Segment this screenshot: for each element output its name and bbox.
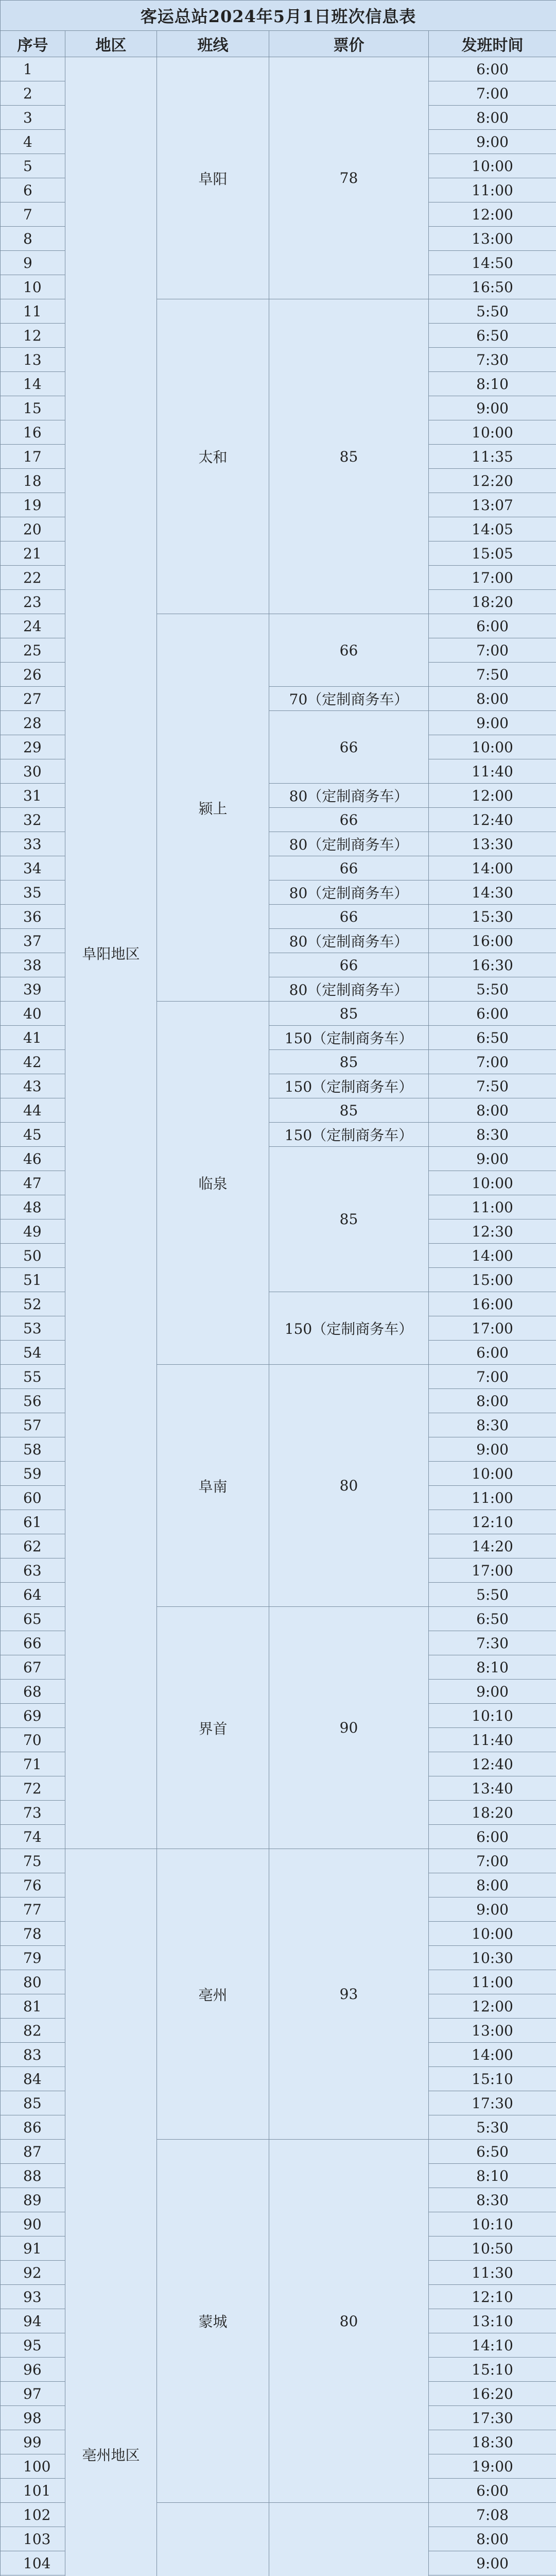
departure-time-cell: 10:50 — [429, 2236, 556, 2261]
price-cell: 66 — [269, 808, 429, 832]
departure-time-cell: 10:10 — [429, 1704, 556, 1728]
departure-time-cell: 7:30 — [429, 1631, 556, 1655]
row-index: 88 — [1, 2164, 65, 2188]
departure-time-cell: 9:00 — [429, 396, 556, 420]
row-index: 76 — [1, 1873, 65, 1897]
row-index: 15 — [1, 396, 65, 420]
row-index: 54 — [1, 1341, 65, 1365]
departure-time-cell: 10:00 — [429, 420, 556, 445]
row-index: 22 — [1, 566, 65, 590]
departure-time-cell: 14:10 — [429, 2333, 556, 2358]
route-cell: 蒙城 — [157, 2140, 269, 2503]
row-index: 50 — [1, 1244, 65, 1268]
row-index: 90 — [1, 2212, 65, 2236]
row-index: 64 — [1, 1583, 65, 1607]
departure-time-cell: 6:00 — [429, 1825, 556, 1849]
row-index: 31 — [1, 784, 65, 808]
price-cell: 150（定制商务车） — [269, 1026, 429, 1050]
departure-time-cell: 11:40 — [429, 759, 556, 784]
price-cell: 150（定制商务车） — [269, 1074, 429, 1098]
departure-time-cell: 11:00 — [429, 178, 556, 202]
departure-time-cell: 7:50 — [429, 1074, 556, 1098]
row-index: 62 — [1, 1534, 65, 1558]
price-cell: 80（定制商务车） — [269, 929, 429, 953]
departure-time-cell: 14:00 — [429, 2043, 556, 2067]
row-index: 20 — [1, 517, 65, 541]
row-index: 97 — [1, 2382, 65, 2406]
departure-time-cell: 7:08 — [429, 2503, 556, 2527]
row-index: 48 — [1, 1195, 65, 1219]
departure-time-cell: 14:00 — [429, 1244, 556, 1268]
departure-time-cell: 17:00 — [429, 566, 556, 590]
row-index: 45 — [1, 1123, 65, 1147]
route-cell: 临泉 — [157, 1002, 269, 1365]
departure-time-cell: 7:00 — [429, 81, 556, 106]
row-index: 78 — [1, 1922, 65, 1946]
departure-time-cell: 10:00 — [429, 154, 556, 178]
route-cell: 阜南 — [157, 1365, 269, 1607]
row-index: 103 — [1, 2527, 65, 2551]
departure-time-cell: 13:30 — [429, 832, 556, 856]
header-departure-time: 发班时间 — [429, 31, 556, 57]
route-cell: 颍上 — [157, 614, 269, 1002]
row-index: 52 — [1, 1292, 65, 1316]
departure-time-cell: 11:00 — [429, 1195, 556, 1219]
row-index: 24 — [1, 614, 65, 638]
departure-time-cell: 14:50 — [429, 251, 556, 275]
price-cell: 80 — [269, 1365, 429, 1607]
departure-time-cell: 18:30 — [429, 2430, 556, 2454]
row-index: 3 — [1, 106, 65, 130]
row-index: 9 — [1, 251, 65, 275]
row-index: 82 — [1, 2019, 65, 2043]
departure-time-cell: 13:00 — [429, 227, 556, 251]
table-row — [1, 57, 556, 81]
header-price: 票价 — [269, 31, 429, 57]
departure-time-cell: 14:00 — [429, 856, 556, 880]
row-index: 2 — [1, 81, 65, 106]
price-cell: 150（定制商务车） — [269, 1123, 429, 1147]
departure-time-cell: 16:50 — [429, 275, 556, 299]
departure-time-cell: 16:00 — [429, 929, 556, 953]
departure-time-cell: 10:00 — [429, 1462, 556, 1486]
price-cell: 90 — [269, 1607, 429, 1849]
departure-time-cell: 5:50 — [429, 977, 556, 1002]
row-index: 25 — [1, 638, 65, 663]
price-cell: 85 — [269, 1147, 429, 1292]
departure-time-cell: 9:00 — [429, 1897, 556, 1922]
departure-time-cell: 9:00 — [429, 1680, 556, 1704]
departure-time-cell: 12:10 — [429, 2285, 556, 2309]
departure-time-cell: 8:00 — [429, 1389, 556, 1413]
departure-time-cell: 11:00 — [429, 1970, 556, 1994]
row-index: 95 — [1, 2333, 65, 2358]
table-row — [1, 1849, 556, 1873]
row-index: 1 — [1, 57, 65, 81]
departure-time-cell: 8:10 — [429, 372, 556, 396]
row-index: 32 — [1, 808, 65, 832]
route-cell — [157, 2503, 269, 2576]
departure-time-cell: 12:00 — [429, 202, 556, 227]
price-cell: 80（定制商务车） — [269, 977, 429, 1002]
row-index: 42 — [1, 1050, 65, 1074]
departure-time-cell: 17:30 — [429, 2406, 556, 2430]
departure-time-cell: 15:30 — [429, 905, 556, 929]
row-index: 26 — [1, 663, 65, 687]
departure-time-cell: 16:00 — [429, 1292, 556, 1316]
row-index: 65 — [1, 1607, 65, 1631]
departure-time-cell: 9:00 — [429, 2551, 556, 2575]
departure-time-cell: 15:10 — [429, 2358, 556, 2382]
row-index: 72 — [1, 1776, 65, 1801]
route-cell: 亳州 — [157, 1849, 269, 2140]
row-index: 104 — [1, 2551, 65, 2575]
row-index: 94 — [1, 2309, 65, 2333]
price-cell: 85 — [269, 1002, 429, 1026]
row-index: 29 — [1, 735, 65, 759]
row-index: 85 — [1, 2091, 65, 2115]
row-index: 81 — [1, 1994, 65, 2019]
row-index: 37 — [1, 929, 65, 953]
route-cell: 太和 — [157, 299, 269, 614]
price-cell: 85 — [269, 1098, 429, 1123]
departure-time-cell: 6:50 — [429, 1026, 556, 1050]
departure-time-cell: 8:00 — [429, 106, 556, 130]
row-index: 58 — [1, 1437, 65, 1462]
departure-time-cell: 15:00 — [429, 1268, 556, 1292]
departure-time-cell: 10:10 — [429, 2212, 556, 2236]
departure-time-cell: 15:10 — [429, 2067, 556, 2091]
departure-time-cell: 11:30 — [429, 2261, 556, 2285]
row-index: 75 — [1, 1849, 65, 1873]
row-index: 41 — [1, 1026, 65, 1050]
row-index: 84 — [1, 2067, 65, 2091]
price-cell: 78 — [269, 57, 429, 299]
departure-time-cell: 11:40 — [429, 1728, 556, 1752]
departure-time-cell: 6:50 — [429, 1607, 556, 1631]
row-index: 39 — [1, 977, 65, 1002]
departure-time-cell: 7:00 — [429, 1050, 556, 1074]
route-cell: 界首 — [157, 1607, 269, 1849]
departure-time-cell: 7:50 — [429, 663, 556, 687]
departure-time-cell: 14:20 — [429, 1534, 556, 1558]
row-index: 51 — [1, 1268, 65, 1292]
row-index: 102 — [1, 2503, 65, 2527]
departure-time-cell: 18:20 — [429, 590, 556, 614]
departure-time-cell: 19:00 — [429, 2454, 556, 2479]
price-cell: 80（定制商务车） — [269, 784, 429, 808]
departure-time-cell: 18:20 — [429, 1801, 556, 1825]
row-index: 28 — [1, 711, 65, 735]
row-index: 71 — [1, 1752, 65, 1776]
row-index: 93 — [1, 2285, 65, 2309]
row-index: 7 — [1, 202, 65, 227]
row-index: 86 — [1, 2115, 65, 2140]
row-index: 36 — [1, 905, 65, 929]
departure-time-cell: 10:00 — [429, 1171, 556, 1195]
departure-time-cell: 15:05 — [429, 541, 556, 566]
row-index: 91 — [1, 2236, 65, 2261]
departure-time-cell: 17:30 — [429, 2091, 556, 2115]
departure-time-cell: 6:00 — [429, 614, 556, 638]
departure-time-cell: 7:00 — [429, 638, 556, 663]
price-cell: 66 — [269, 953, 429, 977]
price-cell: 66 — [269, 614, 429, 687]
price-cell: 93 — [269, 1849, 429, 2140]
row-index: 18 — [1, 469, 65, 493]
row-index: 30 — [1, 759, 65, 784]
departure-time-cell: 12:40 — [429, 1752, 556, 1776]
row-index: 49 — [1, 1219, 65, 1244]
row-index: 74 — [1, 1825, 65, 1849]
row-index: 61 — [1, 1510, 65, 1534]
departure-time-cell: 12:20 — [429, 469, 556, 493]
row-index: 44 — [1, 1098, 65, 1123]
departure-time-cell: 6:00 — [429, 57, 556, 81]
departure-time-cell: 10:00 — [429, 1922, 556, 1946]
row-index: 59 — [1, 1462, 65, 1486]
row-index: 69 — [1, 1704, 65, 1728]
row-index: 99 — [1, 2430, 65, 2454]
row-index: 79 — [1, 1946, 65, 1970]
price-cell: 66 — [269, 905, 429, 929]
departure-time-cell: 8:30 — [429, 1413, 556, 1437]
departure-time-cell: 12:00 — [429, 784, 556, 808]
price-cell: 66 — [269, 711, 429, 784]
departure-time-cell: 13:07 — [429, 493, 556, 517]
row-index: 21 — [1, 541, 65, 566]
row-index: 87 — [1, 2140, 65, 2164]
departure-time-cell: 11:35 — [429, 445, 556, 469]
header-row — [1, 31, 556, 57]
departure-time-cell: 16:30 — [429, 953, 556, 977]
row-index: 56 — [1, 1389, 65, 1413]
departure-time-cell: 8:30 — [429, 1123, 556, 1147]
row-index: 92 — [1, 2261, 65, 2285]
row-index: 43 — [1, 1074, 65, 1098]
row-index: 101 — [1, 2479, 65, 2503]
departure-time-cell: 13:10 — [429, 2309, 556, 2333]
row-index: 89 — [1, 2188, 65, 2212]
header-index: 序号 — [1, 31, 65, 57]
row-index: 53 — [1, 1316, 65, 1341]
row-index: 16 — [1, 420, 65, 445]
departure-time-cell: 8:00 — [429, 2527, 556, 2551]
schedule-body — [1, 57, 556, 2576]
departure-time-cell: 9:00 — [429, 130, 556, 154]
row-index: 5 — [1, 154, 65, 178]
departure-time-cell: 8:10 — [429, 2164, 556, 2188]
departure-time-cell: 6:00 — [429, 1341, 556, 1365]
row-index: 10 — [1, 275, 65, 299]
row-index: 68 — [1, 1680, 65, 1704]
row-index: 63 — [1, 1558, 65, 1583]
row-index: 13 — [1, 348, 65, 372]
row-index: 6 — [1, 178, 65, 202]
table-title: 客运总站2024年5月1日班次信息表 — [1, 1, 556, 31]
departure-time-cell: 7:00 — [429, 1365, 556, 1389]
departure-time-cell: 10:30 — [429, 1946, 556, 1970]
departure-time-cell: 8:30 — [429, 2188, 556, 2212]
row-index: 100 — [1, 2454, 65, 2479]
departure-time-cell: 12:40 — [429, 808, 556, 832]
route-cell: 阜阳 — [157, 57, 269, 299]
departure-time-cell: 5:50 — [429, 1583, 556, 1607]
row-index: 47 — [1, 1171, 65, 1195]
row-index: 19 — [1, 493, 65, 517]
departure-time-cell: 6:50 — [429, 324, 556, 348]
row-index: 12 — [1, 324, 65, 348]
departure-time-cell: 5:30 — [429, 2115, 556, 2140]
row-index: 77 — [1, 1897, 65, 1922]
row-index: 27 — [1, 687, 65, 711]
departure-time-cell: 12:10 — [429, 1510, 556, 1534]
row-index: 17 — [1, 445, 65, 469]
departure-time-cell: 8:10 — [429, 1655, 556, 1680]
row-index: 23 — [1, 590, 65, 614]
departure-time-cell: 6:00 — [429, 1002, 556, 1026]
departure-time-cell: 12:30 — [429, 1219, 556, 1244]
departure-time-cell: 16:20 — [429, 2382, 556, 2406]
departure-time-cell: 8:00 — [429, 1873, 556, 1897]
row-index: 33 — [1, 832, 65, 856]
price-cell: 85 — [269, 299, 429, 614]
row-index: 11 — [1, 299, 65, 324]
row-index: 83 — [1, 2043, 65, 2067]
row-index: 96 — [1, 2358, 65, 2382]
departure-time-cell: 6:00 — [429, 2479, 556, 2503]
departure-time-cell: 7:00 — [429, 1849, 556, 1873]
departure-time-cell: 14:05 — [429, 517, 556, 541]
departure-time-cell: 8:00 — [429, 1098, 556, 1123]
price-cell: 80（定制商务车） — [269, 832, 429, 856]
row-index: 55 — [1, 1365, 65, 1389]
row-index: 4 — [1, 130, 65, 154]
row-index: 60 — [1, 1486, 65, 1510]
row-index: 66 — [1, 1631, 65, 1655]
departure-time-cell: 7:30 — [429, 348, 556, 372]
row-index: 80 — [1, 1970, 65, 1994]
region-cell: 阜阳地区 — [65, 57, 157, 1849]
row-index: 35 — [1, 880, 65, 905]
price-cell: 80 — [269, 2140, 429, 2503]
row-index: 73 — [1, 1801, 65, 1825]
departure-time-cell: 13:40 — [429, 1776, 556, 1801]
header-region: 地区 — [65, 31, 157, 57]
row-index: 38 — [1, 953, 65, 977]
departure-time-cell: 6:50 — [429, 2140, 556, 2164]
departure-time-cell: 12:00 — [429, 1994, 556, 2019]
price-cell: 150（定制商务车） — [269, 1292, 429, 1365]
departure-time-cell: 13:00 — [429, 2019, 556, 2043]
departure-time-cell: 11:00 — [429, 1486, 556, 1510]
row-index: 14 — [1, 372, 65, 396]
price-cell: 70（定制商务车） — [269, 687, 429, 711]
price-cell — [269, 2503, 429, 2576]
departure-time-cell: 9:00 — [429, 711, 556, 735]
departure-time-cell: 10:00 — [429, 735, 556, 759]
departure-time-cell: 17:00 — [429, 1316, 556, 1341]
row-index: 70 — [1, 1728, 65, 1752]
row-index: 34 — [1, 856, 65, 880]
row-index: 46 — [1, 1147, 65, 1171]
title-row — [1, 1, 556, 31]
price-cell: 66 — [269, 856, 429, 880]
departure-time-cell: 8:00 — [429, 687, 556, 711]
departure-time-cell: 17:00 — [429, 1558, 556, 1583]
row-index: 98 — [1, 2406, 65, 2430]
price-cell: 85 — [269, 1050, 429, 1074]
header-route: 班线 — [157, 31, 269, 57]
row-index: 57 — [1, 1413, 65, 1437]
row-index: 40 — [1, 1002, 65, 1026]
row-index: 67 — [1, 1655, 65, 1680]
departure-time-cell: 9:00 — [429, 1437, 556, 1462]
departure-time-cell: 14:30 — [429, 880, 556, 905]
row-index: 8 — [1, 227, 65, 251]
departure-time-cell: 5:50 — [429, 299, 556, 324]
price-cell: 80（定制商务车） — [269, 880, 429, 905]
departure-time-cell: 9:00 — [429, 1147, 556, 1171]
region-cell: 亳州地区 — [65, 1849, 157, 2576]
